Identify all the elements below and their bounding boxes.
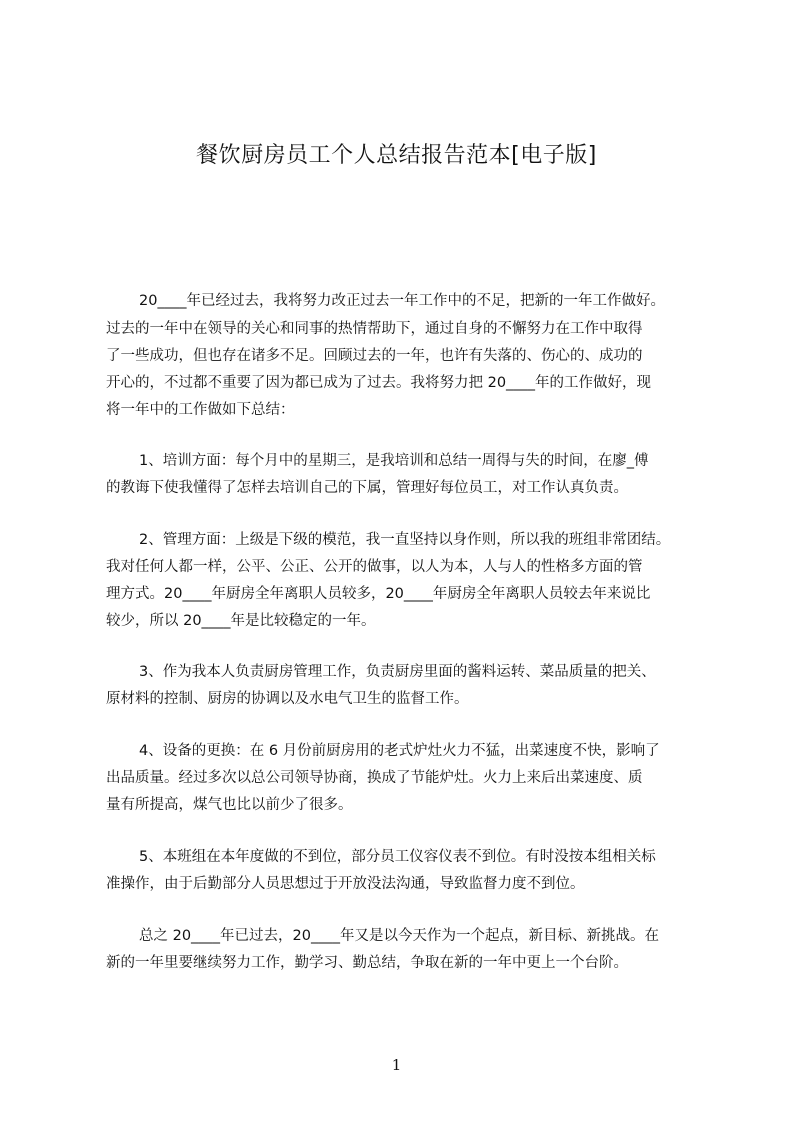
- document-title: 餐饮厨房员工个人总结报告范本[电子版]: [196, 143, 597, 168]
- paragraph-5-line-1: 4、设备的更换：在 6 月份前厨房用的老式炉灶火力不猛，出菜速度不快，影响了: [139, 743, 660, 759]
- paragraph-5-line-2: 出品质量。经过多次以总公司领导协商，换成了节能炉灶。火力上来后出菜速度、质: [106, 770, 643, 786]
- paragraph-1-line-4: 开心的，不过都不重要了因为都已成为了过去。我将努力把 20____年的工作做好，现: [106, 375, 652, 391]
- paragraph-3-line-2: 我对任何人都一样，公平、公正、公开的做事，以人为本，人与人的性格多方面的管: [106, 559, 643, 575]
- paragraph-1-line-2: 过去的一年中在领导的关心和同事的热情帮助下，通过自身的不懈努力在工作中取得: [106, 321, 643, 337]
- paragraph-3-line-4: 较少，所以 20____年是比较稳定的一年。: [106, 613, 376, 629]
- paragraph-3-line-3: 理方式。20____年厨房全年离职人员较多，20____年厨房全年离职人员较去年来说比: [106, 586, 651, 602]
- page-number: 1: [391, 1056, 402, 1074]
- paragraph-5-line-3: 量有所提高，煤气也比以前少了很多。: [106, 797, 353, 813]
- paragraph-6-line-2: 准操作，由于后勤部分人员思想过于开放没法沟通，导致监督力度不到位。: [106, 876, 585, 892]
- paragraph-1-line-3: 了一些成功，但也存在诸多不足。回顾过去的一年，也许有失落的、伤心的、成功的: [106, 348, 643, 364]
- paragraph-7-line-1: 总之 20____年已过去，20____年又是以今天作为一个起点，新目标、新挑战。在: [139, 928, 660, 944]
- paragraph-6-line-1: 5、本班组在本年度做的不到位，部分员工仪容仪表不到位。有时没按本组相关标: [139, 849, 656, 865]
- paragraph-1-line-1: 20____年已经过去，我将努力改正过去一年工作中的不足，把新的一年工作做好。: [139, 293, 665, 309]
- paragraph-1-line-5: 将一年中的工作做如下总结：: [106, 402, 295, 418]
- paragraph-4-line-2: 原材料的控制、厨房的协调以及水电气卫生的监督工作。: [106, 691, 469, 707]
- paragraph-2-line-1: 1、培训方面：每个月中的星期三，是我培训和总结一周得与失的时间，在廖_傅: [139, 453, 649, 469]
- paragraph-2-line-2: 的教诲下使我懂得了怎样去培训自己的下属，管理好每位员工，对工作认真负责。: [106, 480, 628, 496]
- paragraph-3-line-1: 2、管理方面：上级是下级的模范，我一直坚持以身作则，所以我的班组非常团结。: [139, 532, 671, 548]
- paragraph-7-line-2: 新的一年里要继续努力工作，勤学习、勤总结，争取在新的一年中更上一个台阶。: [106, 955, 628, 971]
- paragraph-4-line-1: 3、作为我本人负责厨房管理工作，负责厨房里面的酱料运转、菜品质量的把关、: [139, 664, 656, 680]
